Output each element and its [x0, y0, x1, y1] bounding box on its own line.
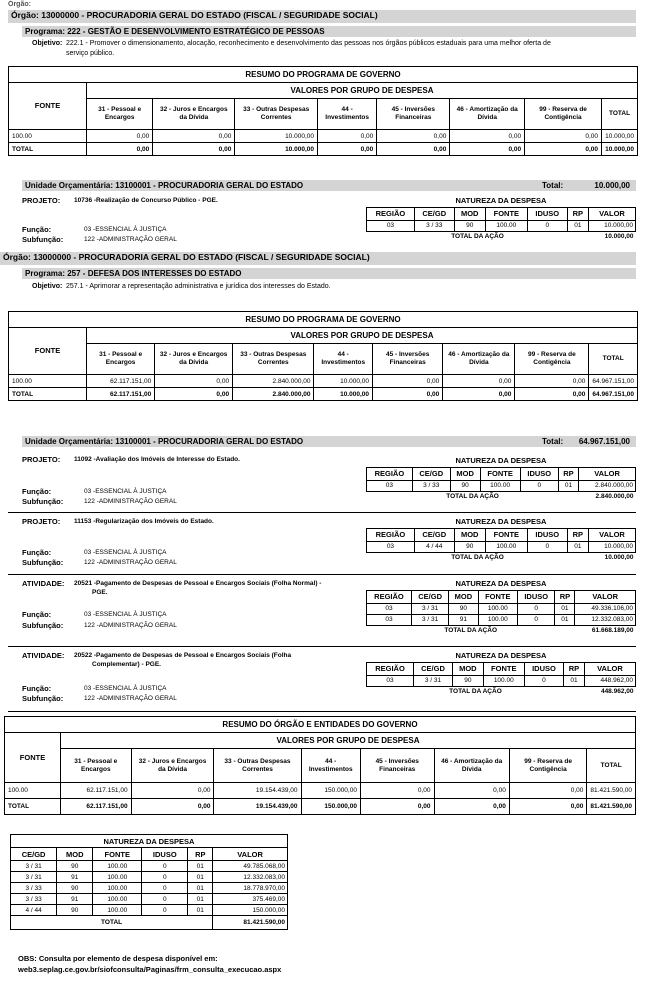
natureza-table: NATUREZA DA DESPESA REGIÃO CE/GD MOD FONTE IDUSO RP VALOR 03 3 / 33 90 100.00 0 01 2.840.000,00 TOTAL DA AÇÃO 2.840.000,00 — [366, 455, 636, 502]
acao-kind: ATIVIDADE: — [22, 651, 65, 660]
col-header: TOTAL — [589, 344, 638, 375]
table-row: 03 4 / 44 90 100.00 0 01 10.000,00 — [367, 541, 636, 552]
resumo-programa-table — [8, 311, 638, 401]
acao-name: 11153 -Regularização dos Imóveis do Estado. — [74, 518, 214, 525]
col-header: 46 - Amortização da Dívida — [443, 344, 515, 375]
subfuncao-value: 122 -ADMINISTRAÇÃO GERAL — [84, 622, 177, 629]
objetivo-text: 257.1 - Aprimorar a representação administrativa e jurídica dos interesses do Estado. — [66, 283, 331, 290]
subfuncao-value: 122 -ADMINISTRAÇÃO GERAL — [84, 695, 177, 702]
unidade-header: Unidade Orçamentária: 13100001 - PROCURADORIA GERAL DO ESTADO Total: 64.967.151,00 — [22, 436, 636, 447]
orgao-header: Órgão: 13000000 - PROCURADORIA GERAL DO ESTADO (FISCAL / SEGURIDADE SOCIAL) — [0, 252, 636, 265]
subfuncao-label: Subfunção: — [22, 497, 64, 506]
objetivo-label: Objetivo: — [32, 40, 63, 47]
natureza-final-table: NATUREZA DA DESPESA CE/GD MOD FONTE IDUSO RP VALOR 3 / 31 90 100.00 0 01 49.785.068,00 3 / 31 91 100.00 0 01 12.332.083,00 3 / 33 90 100.00 0 01 18.778.970,00 3 / 33 91 100.00 0 01 375.469,00 4 / 44 90 100.00 0 01 150.000,00 TOTAL 81.421.590,00 — [10, 834, 288, 930]
table-total-row: TOTAL 62.117.151,00 0,00 2.840.000,00 10.000,00 0,00 0,00 0,00 64.967.151,00 — [9, 388, 638, 401]
fonte-header: FONTE — [9, 328, 87, 375]
col-header: 45 - Inversões Financeiras — [377, 99, 450, 130]
divider — [8, 574, 636, 575]
col-header: 32 - Juros e Encargos da Dívida — [131, 749, 214, 783]
resumo-title: RESUMO DO PROGRAMA DE GOVERNO — [9, 67, 638, 83]
table-total-row: TOTAL 81.421.590,00 — [11, 916, 288, 930]
col-header: 31 - Pessoal e Encargos — [61, 749, 132, 783]
acao-name: 20521 -Pagamento de Despesas de Pessoal e Encargos Sociais (Folha Normal) - — [74, 580, 322, 587]
acao-name: 20522 -Pagamento de Despesas de Pessoal e Encargos Sociais (Folha — [74, 652, 292, 659]
obs-text: OBS: Consulta por elemento de despesa disponível em: — [18, 954, 218, 963]
acao-kind: PROJETO: — [22, 196, 61, 205]
programa-header: Programa: 222 - GESTÃO E DESENVOLVIMENTO ESTRATÉGICO DE PESSOAS — [22, 26, 636, 37]
table-total-row: TOTAL 62.117.151,00 0,00 19.154.439,00 150.000,00 0,00 0,00 0,00 81.421.590,00 — [5, 799, 636, 815]
orgao-header: Órgão: 13000000 - PROCURADORIA GERAL DO ESTADO (FISCAL / SEGURIDADE SOCIAL) — [8, 10, 636, 23]
objetivo-text: 222.1 - Promover o dimensionamento, alocação, reconhecimento e desenvolvimento das pessoas nos órgãos públicos estaduais para uma melhor oferta de — [66, 40, 551, 47]
table-row: 03 3 / 31 91 100.00 0 01 12.332.083,00 — [367, 614, 636, 625]
funcao-value: 03 -ESSENCIAL À JUSTIÇA — [84, 685, 167, 692]
col-header: 45 - Inversões Financeiras — [360, 749, 434, 783]
objetivo-label: Objetivo: — [32, 283, 63, 290]
col-header: 33 - Outras Despesas Correntes — [233, 344, 314, 375]
natureza-table: NATUREZA DA DESPESA REGIÃO CE/GD MOD FONTE IDUSO RP VALOR 03 3 / 33 90 100.00 0 01 10.000,00 TOTAL DA AÇÃO 10.000,00 — [366, 195, 636, 242]
table-row: 4 / 44 90 100.00 0 01 150.000,00 — [11, 905, 288, 916]
subfuncao-label: Subfunção: — [22, 558, 64, 567]
table-row: 3 / 31 90 100.00 0 01 49.785.068,00 — [11, 861, 288, 872]
table-row: 03 3 / 33 90 100.00 0 01 10.000,00 — [367, 220, 636, 231]
subfuncao-label: Subfunção: — [22, 694, 64, 703]
resumo-title: RESUMO DO PROGRAMA DE GOVERNO — [9, 312, 638, 328]
acao-kind: ATIVIDADE: — [22, 579, 65, 588]
table-row: 100.00 62.117.151,00 0,00 19.154.439,00 150.000,00 0,00 0,00 0,00 81.421.590,00 — [5, 783, 636, 799]
col-header: 45 - Inversões Financeiras — [373, 344, 443, 375]
divider — [8, 646, 636, 647]
subfuncao-value: 122 -ADMINISTRAÇÃO GERAL — [84, 559, 177, 566]
col-header: 46 - Amortização da Dívida — [450, 99, 525, 130]
divider — [8, 512, 636, 513]
col-header: TOTAL — [602, 99, 638, 130]
table-row: 3 / 31 91 100.00 0 01 12.332.083,00 — [11, 872, 288, 883]
funcao-label: Função: — [22, 610, 52, 619]
subfuncao-value: 122 -ADMINISTRAÇÃO GERAL — [84, 236, 177, 243]
fonte-header: FONTE — [5, 733, 61, 783]
funcao-value: 03 -ESSENCIAL À JUSTIÇA — [84, 611, 167, 618]
table-total-row: TOTAL 0,00 0,00 10.000,00 0,00 0,00 0,00 0,00 10.000,00 — [9, 143, 638, 156]
col-header: 44 - Investimentos — [301, 749, 360, 783]
funcao-value: 03 -ESSENCIAL À JUSTIÇA — [84, 226, 167, 233]
valores-header: VALORES POR GRUPO DE DESPESA — [87, 328, 638, 344]
funcao-value: 03 -ESSENCIAL À JUSTIÇA — [84, 549, 167, 556]
resumo-orgao-table — [4, 716, 636, 815]
col-header: 44 - Investimentos — [314, 344, 373, 375]
natureza-table: NATUREZA DA DESPESA REGIÃO CE/GD MOD FONTE IDUSO RP VALOR 03 4 / 44 90 100.00 0 01 10.000,00 TOTAL DA AÇÃO 10.000,00 — [366, 516, 636, 563]
valores-header: VALORES POR GRUPO DE DESPESA — [61, 733, 636, 749]
col-header: TOTAL — [587, 749, 636, 783]
funcao-label: Função: — [22, 487, 52, 496]
top-partial-text: Órgão: — [8, 1, 31, 8]
subfuncao-value: 122 -ADMINISTRAÇÃO GERAL — [84, 498, 177, 505]
natureza-table: NATUREZA DA DESPESA REGIÃO CE/GD MOD FONTE IDUSO RP VALOR 03 3 / 31 90 100.00 0 01 49.336.106,00 03 3 / 31 91 100.00 0 01 12.332.083,00 TOTAL DA AÇÃO 61.668.189,00 — [366, 578, 636, 636]
col-header: 31 - Pessoal e Encargos — [87, 99, 153, 130]
acao-name-2: Complementar) - PGE. — [92, 661, 161, 668]
acao-kind: PROJETO: — [22, 517, 61, 526]
col-header: 33 - Outras Despesas Correntes — [235, 99, 318, 130]
funcao-label: Função: — [22, 548, 52, 557]
unidade-header: Unidade Orçamentária: 13100001 - PROCURADORIA GERAL DO ESTADO Total: 10.000,00 — [22, 180, 636, 191]
funcao-label: Função: — [22, 225, 52, 234]
col-header: 33 - Outras Despesas Correntes — [214, 749, 301, 783]
col-header: 99 - Reserva de Contigência — [509, 749, 587, 783]
table-row: 100.00 62.117.151,00 0,00 2.840.000,00 10.000,00 0,00 0,00 0,00 64.967.151,00 — [9, 375, 638, 388]
col-header: 46 - Amortização da Dívida — [434, 749, 509, 783]
table-row: 100.00 0,00 0,00 10.000,00 0,00 0,00 0,00 0,00 10.000,00 — [9, 130, 638, 143]
col-header: 44 - Investimentos — [317, 99, 376, 130]
fonte-header: FONTE — [9, 83, 87, 130]
table-row: 03 3 / 31 90 100.00 0 01 49.336.106,00 — [367, 603, 636, 614]
col-header: 99 - Reserva de Contigência — [525, 99, 602, 130]
programa-header: Programa: 257 - DEFESA DOS INTERESSES DO ESTADO — [22, 268, 636, 279]
col-header: 99 - Reserva de Contigência — [515, 344, 589, 375]
objetivo-text-2: serviço público. — [66, 50, 115, 57]
funcao-value: 03 -ESSENCIAL À JUSTIÇA — [84, 488, 167, 495]
divider — [8, 711, 636, 712]
acao-name: 11092 -Avaliação dos Imóveis de Interesse do Estado. — [74, 456, 240, 463]
resumo-title: RESUMO DO ÓRGÃO E ENTIDADES DO GOVERNO — [5, 717, 636, 733]
funcao-label: Função: — [22, 684, 52, 693]
acao-name: 10736 -Realização de Concurso Público - PGE. — [74, 197, 218, 204]
acao-kind: PROJETO: — [22, 455, 61, 464]
table-row: 03 3 / 33 90 100.00 0 01 2.840.000,00 — [367, 480, 636, 491]
resumo-programa-table — [8, 66, 638, 156]
table-row: 03 3 / 31 90 100.00 0 01 448.962,00 — [367, 675, 636, 686]
natureza-table: NATUREZA DA DESPESA REGIÃO CE/GD MOD FONTE IDUSO RP VALOR 03 3 / 31 90 100.00 0 01 448.962,00 TOTAL DA AÇÃO 448.962,00 — [366, 650, 636, 697]
table-row: 3 / 33 90 100.00 0 01 18.778.970,00 — [11, 883, 288, 894]
acao-name-2: PGE. — [92, 589, 108, 596]
subfuncao-label: Subfunção: — [22, 621, 64, 630]
col-header: 32 - Juros e Encargos da Dívida — [155, 344, 233, 375]
col-header: 32 - Juros e Encargos da Dívida — [153, 99, 235, 130]
table-row: 3 / 33 91 100.00 0 01 375.469,00 — [11, 894, 288, 905]
col-header: 31 - Pessoal e Encargos — [87, 344, 155, 375]
subfuncao-label: Subfunção: — [22, 235, 64, 244]
obs-link[interactable]: web3.seplag.ce.gov.br/siofconsulta/Paginas/frm_consulta_execucao.aspx — [18, 965, 282, 974]
valores-header: VALORES POR GRUPO DE DESPESA — [87, 83, 638, 99]
